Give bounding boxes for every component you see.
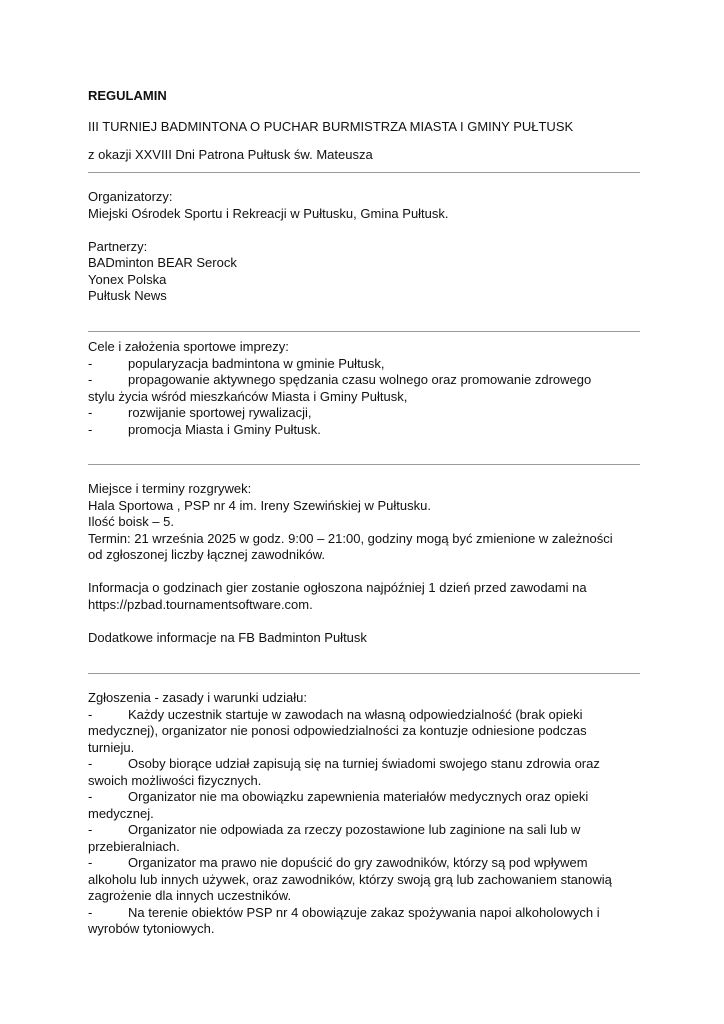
rule-item: - Organizator ma prawo nie dopuścić do gry zawodników, którzy są pod wpływem [88, 855, 588, 870]
section-divider [88, 331, 640, 332]
tournament-title: III TURNIEJ BADMINTONA O PUCHAR BURMISTRZA MIASTA I GMINY PUŁTUSK [88, 119, 574, 134]
rule-item-continuation: przebieralniach. [88, 838, 180, 854]
venue-url: https://pzbad.tournamentsoftware.com. [88, 596, 313, 612]
partner-item: Pułtusk News [88, 288, 167, 303]
organizers-heading: Organizatorzy: [88, 189, 173, 204]
rule-item-continuation: swoich możliwości fizycznych. [88, 772, 262, 788]
document-title: REGULAMIN [88, 88, 167, 103]
partner-item: BADminton BEAR Serock [88, 255, 237, 270]
rule-item-continuation: medycznej), organizator nie ponosi odpowiedzialności za kontuzje odniesione podczas [88, 723, 587, 738]
rule-item-continuation: zagrożenie dla innych uczestników. [88, 888, 292, 903]
venue-section [88, 481, 640, 646]
rule-item-continuation: medycznej. [88, 805, 154, 821]
venue-hall: Hala Sportowa , PSP nr 4 im. Ireny Szewińskiej w Pułtusku. [88, 497, 431, 513]
rule-item: - Organizator nie ma obowiązku zapewnienia materiałów medycznych oraz opieki [88, 789, 589, 804]
organizers-text: Miejski Ośrodek Sportu i Rekreacji w Pułtusku, Gmina Pułtusk. [88, 205, 449, 221]
section-divider [88, 172, 640, 173]
rule-item-continuation: wyrobów tytoniowych. [88, 921, 215, 936]
list-item-continuation: stylu życia wśród mieszkańców Miasta i Gminy Pułtusk, [88, 388, 408, 404]
section-divider [88, 673, 640, 674]
rule-item: - Każdy uczestnik startuje w zawodach na własną odpowiedzialność (brak opieki [88, 706, 583, 722]
venue-date-cont: od zgłoszonej liczby łącznej zawodników. [88, 547, 326, 562]
venue-heading: Miejsce i terminy rozgrywek: [88, 481, 252, 496]
venue-date: Termin: 21 września 2025 w godz. 9:00 – 21:00, godziny mogą być zmienione w zależności [88, 530, 613, 546]
goals-heading: Cele i założenia sportowe imprezy: [88, 339, 289, 354]
partner-item: Yonex Polska [88, 271, 167, 287]
rule-item: - Na terenie obiektów PSP nr 4 obowiązuje zakaz spożywania napoi alkoholowych i [88, 904, 600, 920]
goals-section [88, 339, 640, 438]
list-item: - rozwijanie sportowej rywalizacji, [88, 405, 312, 420]
partners-heading: Partnerzy: [88, 238, 148, 254]
entries-section [88, 690, 640, 938]
section-divider [88, 464, 640, 465]
entries-heading: Zgłoszenia - zasady i warunki udziału: [88, 690, 307, 705]
rule-item: - Organizator nie odpowiada za rzeczy pozostawione lub zaginione na sali lub w [88, 822, 581, 837]
list-item: - propagowanie aktywnego spędzania czasu wolnego oraz promowanie zdrowego [88, 372, 592, 387]
venue-fb: Dodatkowe informacje na FB Badminton Pułtusk [88, 629, 367, 645]
rule-item-continuation: alkoholu lub innych używek, oraz zawodników, którzy swoją grą lub zachowaniem stanowią [88, 871, 612, 887]
venue-courts: Ilość boisk – 5. [88, 514, 174, 529]
list-item: - popularyzacja badmintona w gminie Pułtusk, [88, 355, 385, 371]
venue-info: Informacja o godzinach gier zostanie ogłoszona najpóźniej 1 dzień przed zawodami na [88, 580, 587, 595]
rule-item-continuation: turnieju. [88, 739, 135, 755]
rule-item: - Osoby biorące udział zapisują się na turniej świadomi swojego stanu zdrowia oraz [88, 756, 600, 771]
organizers-section [88, 189, 640, 305]
list-item: - promocja Miasta i Gminy Pułtusk. [88, 421, 321, 437]
occasion-line: z okazji XXVIII Dni Patrona Pułtusk św. Mateusza [88, 147, 373, 162]
